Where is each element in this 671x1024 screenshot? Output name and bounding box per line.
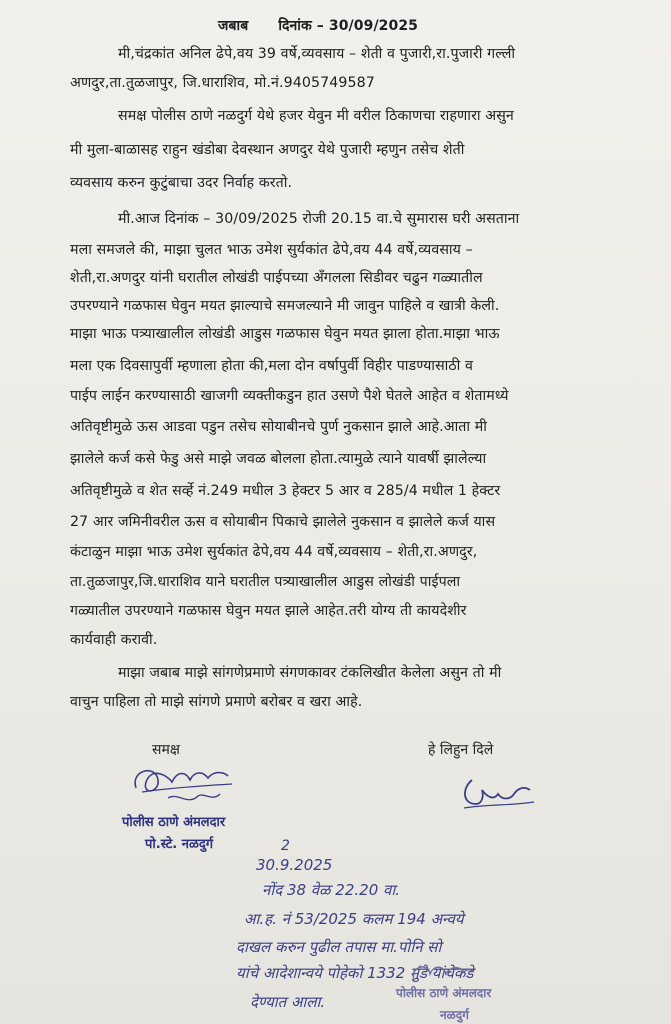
handwritten-note: आ.ह. नं 53/2025 कलम 194 अन्वये: [244, 910, 464, 928]
body-line: मला समजले की, माझा चुलत भाऊ उमेश सुर्यकांत ढेपे,वय 44 वर्षे,व्यवसाय –: [70, 242, 473, 258]
body-line: पाईप लाईन करण्यासाठी खाजगी व्यक्तीकडुन हात उसणे पैशे घेतले आहेत व शेतामध्ये: [70, 388, 509, 404]
body-line: अतिवृष्टीमुळे व शेत सर्व्हे नं.249 मधील 3 हेक्टर 5 आर व 285/4 मधील 1 हेक्टर: [70, 483, 501, 499]
body-line: समक्ष पोलीस ठाणे नळदुर्ग येथे हजर येवुन मी वरील ठिकाणचा राहणारा असुन: [118, 108, 514, 124]
officer-stamp-line1: पोलीस ठाणे अंमलदार: [122, 815, 226, 830]
body-line: व्यवसाय करुन कुटुंबाचा उदर निर्वाह करतो.: [70, 175, 293, 191]
officer-signature: [128, 762, 238, 810]
body-line: मला एक दिवसापुर्वी म्हणाला होता की,मला दोन वर्षापुर्वी विहीर पाडण्यासाठी व: [70, 358, 474, 374]
handwritten-note: यांचे आदेशान्वये पोहेको 1332 मुंडे यांचेकडे: [236, 964, 474, 982]
declarant-label: हे लिहुन दिले: [428, 742, 494, 758]
body-line: अतिवृष्टीमुळे ऊस आडवा पडुन तसेच सोयाबीनचे पुर्ण नुकसान झाले आहे.आता मी: [70, 419, 488, 435]
body-line: मी.आज दिनांक – 30/09/2025 रोजी 20.15 वा.चे सुमारास घरी असताना: [118, 211, 520, 227]
body-line: मी,चंद्रकांत अनिल ढेपे,वय 39 वर्षे,व्यवसाय – शेती व पुजारी,रा.पुजारी गल्ली: [118, 46, 516, 62]
document-header: [218, 16, 671, 36]
body-line: ता.तुळजापुर,जि.धाराशिव याने घरातील पत्र्याखालील आडुस लोखंडी पाईपला: [70, 574, 461, 590]
header-date: दिनांक – 30/09/2025: [278, 18, 419, 34]
declarant-signature: [458, 770, 538, 812]
body-line: कार्यवाही करावी.: [70, 632, 158, 648]
body-line: झालेले कर्ज कसे फेडु असे माझे जवळ बोलला होता.त्यामुळे त्याने यावर्षी झालेल्या: [70, 451, 487, 467]
body-line: उपरण्याने गळफास घेवुन मयत झाल्याचे समजल्याने मी जावुन पाहिले व खात्री केली.: [70, 298, 500, 314]
officer-stamp-line2: पो.स्टे. नळदुर्ग: [145, 837, 214, 852]
witness-label: समक्ष: [152, 742, 180, 758]
body-line: गळ्यातील उपरण्याने गळफास घेवुन मयत झाले आहेत.तरी योग्य ती कायदेशीर: [70, 603, 467, 619]
handwritten-note: देण्यात आला.: [250, 993, 326, 1011]
body-line: 27 आर जमिनीवरील ऊस व सोयाबीन पिकाचे झालेले नुकसान व झालेले कर्ज यास: [70, 514, 496, 530]
handwritten-note: 2: [281, 838, 290, 854]
body-line: वाचुन पाहिला तो माझे सांगणे प्रमाणे बरोबर व खरा आहे.: [70, 694, 363, 710]
body-line: माझा भाऊ पत्र्याखालील लोखंडी आडुस गळफास घेवुन मयत झाला होता.माझा भाऊ: [70, 326, 500, 342]
header-label: जबाब: [218, 18, 249, 34]
handwritten-note: 30.9.2025: [256, 856, 333, 874]
handwritten-note: नोंद 38 वेळ 22.20 वा.: [262, 881, 401, 899]
body-line: मी मुला-बाळासह राहुन खंडोबा देवस्थान अणदुर येथे पुजारी म्हणुन तसेच शेती: [70, 142, 465, 158]
body-line: शेती,रा.अणदुर यांनी घरातील लोखंडी पाईपच्या अँगलला सिडीवर चढुन गळ्यातील: [70, 270, 483, 286]
handwritten-note: दाखल करुन पुढील तपास मा.पोनि सो: [236, 938, 442, 956]
body-line: माझा जबाब माझे सांगणेप्रमाणे संगणकावर टंकलिखीत केलेला असुन तो मी: [118, 665, 502, 681]
body-line: अणदुर,ता.तुळजापुर, जि.धाराशिव, मो.नं.9405749587: [70, 75, 375, 91]
body-line: कंटाळुन माझा भाऊ उमेश सुर्यकांत ढेपे,वय 44 वर्षे,व्यवसाय – शेती,रा.अणदुर,: [70, 544, 478, 560]
bottom-stamp-2: नळदुर्ग: [440, 1008, 469, 1022]
bottom-stamp: पोलीस ठाणे अंमलदार: [396, 986, 492, 1000]
